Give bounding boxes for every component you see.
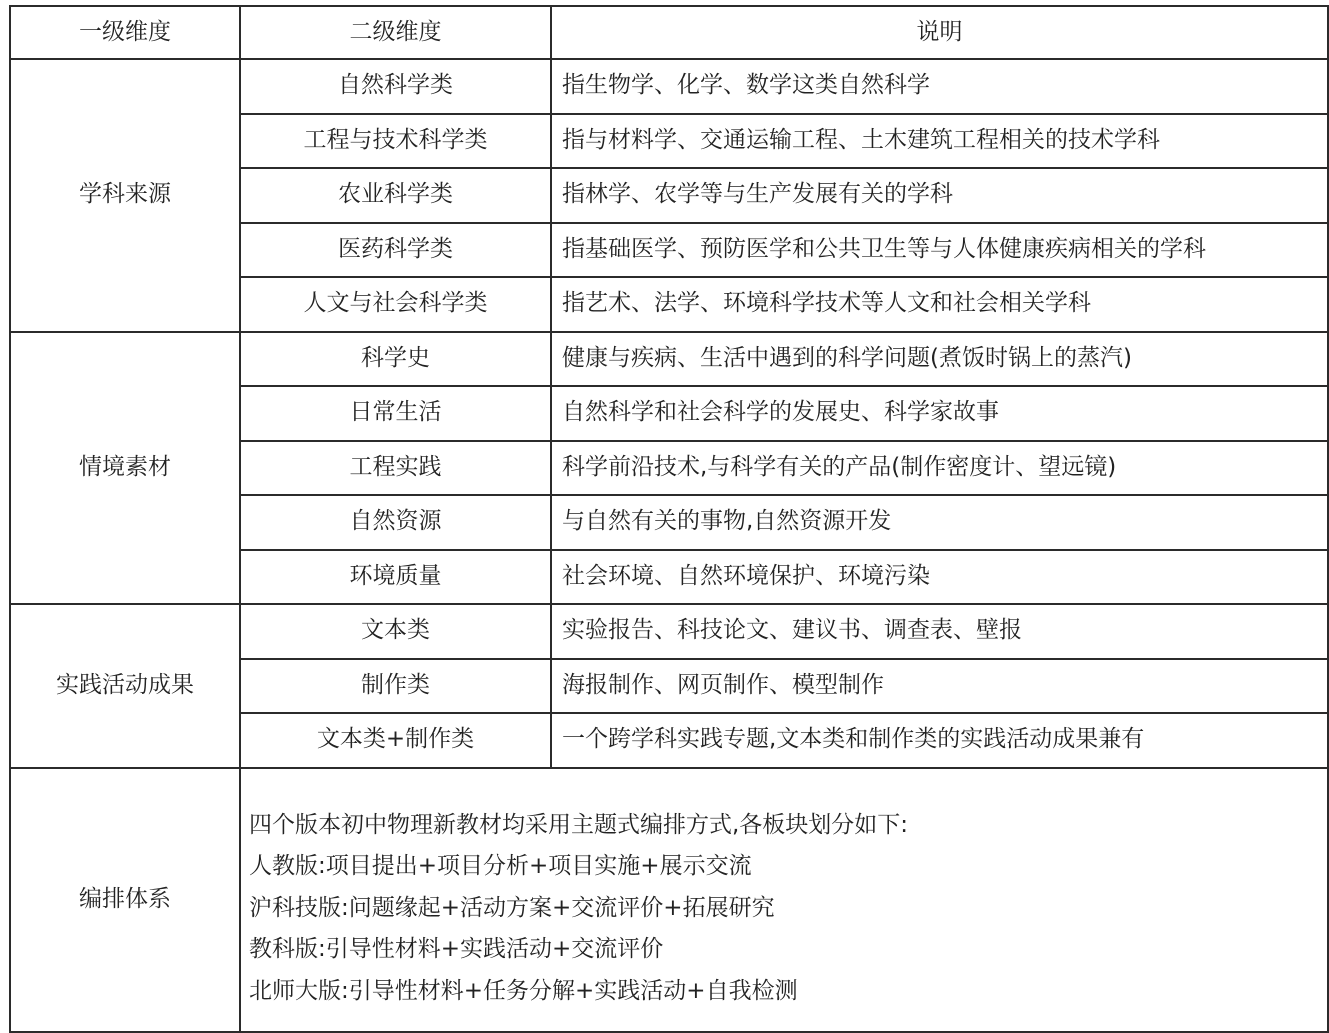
header-row — [10, 6, 1328, 59]
system-line: 四个版本初中物理新教材均采用主题式编排方式,各板块划分如下: — [249, 811, 909, 838]
level-1-cell: 学科来源 — [10, 59, 240, 332]
description-cell: 实验报告、科技论文、建议书、调查表、壁报 — [551, 604, 1328, 659]
system-line: 沪科技版:问题缘起+活动方案+交流评价+拓展研究 — [249, 894, 775, 921]
level-2-cell: 制作类 — [240, 659, 551, 714]
system-description-cell — [240, 768, 1328, 1032]
description-cell: 指生物学、化学、数学这类自然科学 — [551, 59, 1328, 114]
level-2-cell: 自然科学类 — [240, 59, 551, 114]
description-cell: 社会环境、自然环境保护、环境污染 — [551, 550, 1328, 605]
level-1-cell: 编排体系 — [10, 768, 240, 1032]
description-cell: 科学前沿技术,与科学有关的产品(制作密度计、望远镜) — [551, 441, 1328, 496]
description-cell: 健康与疾病、生活中遇到的科学问题(煮饭时锅上的蒸汽) — [551, 332, 1328, 387]
system-line: 教科版:引导性材料+实践活动+交流评价 — [249, 936, 664, 962]
table-row — [10, 604, 1328, 659]
level-2-cell: 环境质量 — [240, 550, 551, 605]
table-row — [10, 332, 1328, 387]
level-2-cell: 工程与技术科学类 — [240, 114, 551, 169]
description-cell: 指基础医学、预防医学和公共卫生等与人体健康疾病相关的学科 — [551, 223, 1328, 278]
system-row — [10, 768, 1328, 1032]
level-2-cell: 文本类+制作类 — [240, 713, 551, 768]
header-level-2: 二级维度 — [240, 6, 551, 59]
level-2-cell: 医药科学类 — [240, 223, 551, 278]
system-line: 北师大版:引导性材料+任务分解+实践活动+自我检测 — [249, 977, 798, 1004]
system-line: 人教版:项目提出+项目分析+项目实施+展示交流 — [249, 853, 752, 879]
level-1-cell: 实践活动成果 — [10, 604, 240, 768]
header-level-1: 一级维度 — [10, 6, 240, 59]
level-2-cell: 人文与社会科学类 — [240, 277, 551, 332]
description-cell: 自然科学和社会科学的发展史、科学家故事 — [551, 386, 1328, 441]
level-2-cell: 自然资源 — [240, 495, 551, 550]
level-2-cell: 文本类 — [240, 604, 551, 659]
header-description: 说明 — [551, 6, 1328, 59]
description-cell: 海报制作、网页制作、模型制作 — [551, 659, 1328, 714]
description-cell: 一个跨学科实践专题,文本类和制作类的实践活动成果兼有 — [551, 713, 1328, 768]
level-2-cell: 科学史 — [240, 332, 551, 387]
level-2-cell: 工程实践 — [240, 441, 551, 496]
dimension-table — [9, 5, 1329, 1033]
description-cell: 指艺术、法学、环境科学技术等人文和社会相关学科 — [551, 277, 1328, 332]
level-2-cell: 日常生活 — [240, 386, 551, 441]
description-cell: 指与材料学、交通运输工程、土木建筑工程相关的技术学科 — [551, 114, 1328, 169]
level-2-cell: 农业科学类 — [240, 168, 551, 223]
description-cell: 与自然有关的事物,自然资源开发 — [551, 495, 1328, 550]
description-cell: 指林学、农学等与生产发展有关的学科 — [551, 168, 1328, 223]
table-row — [10, 59, 1328, 114]
level-1-cell: 情境素材 — [10, 332, 240, 605]
